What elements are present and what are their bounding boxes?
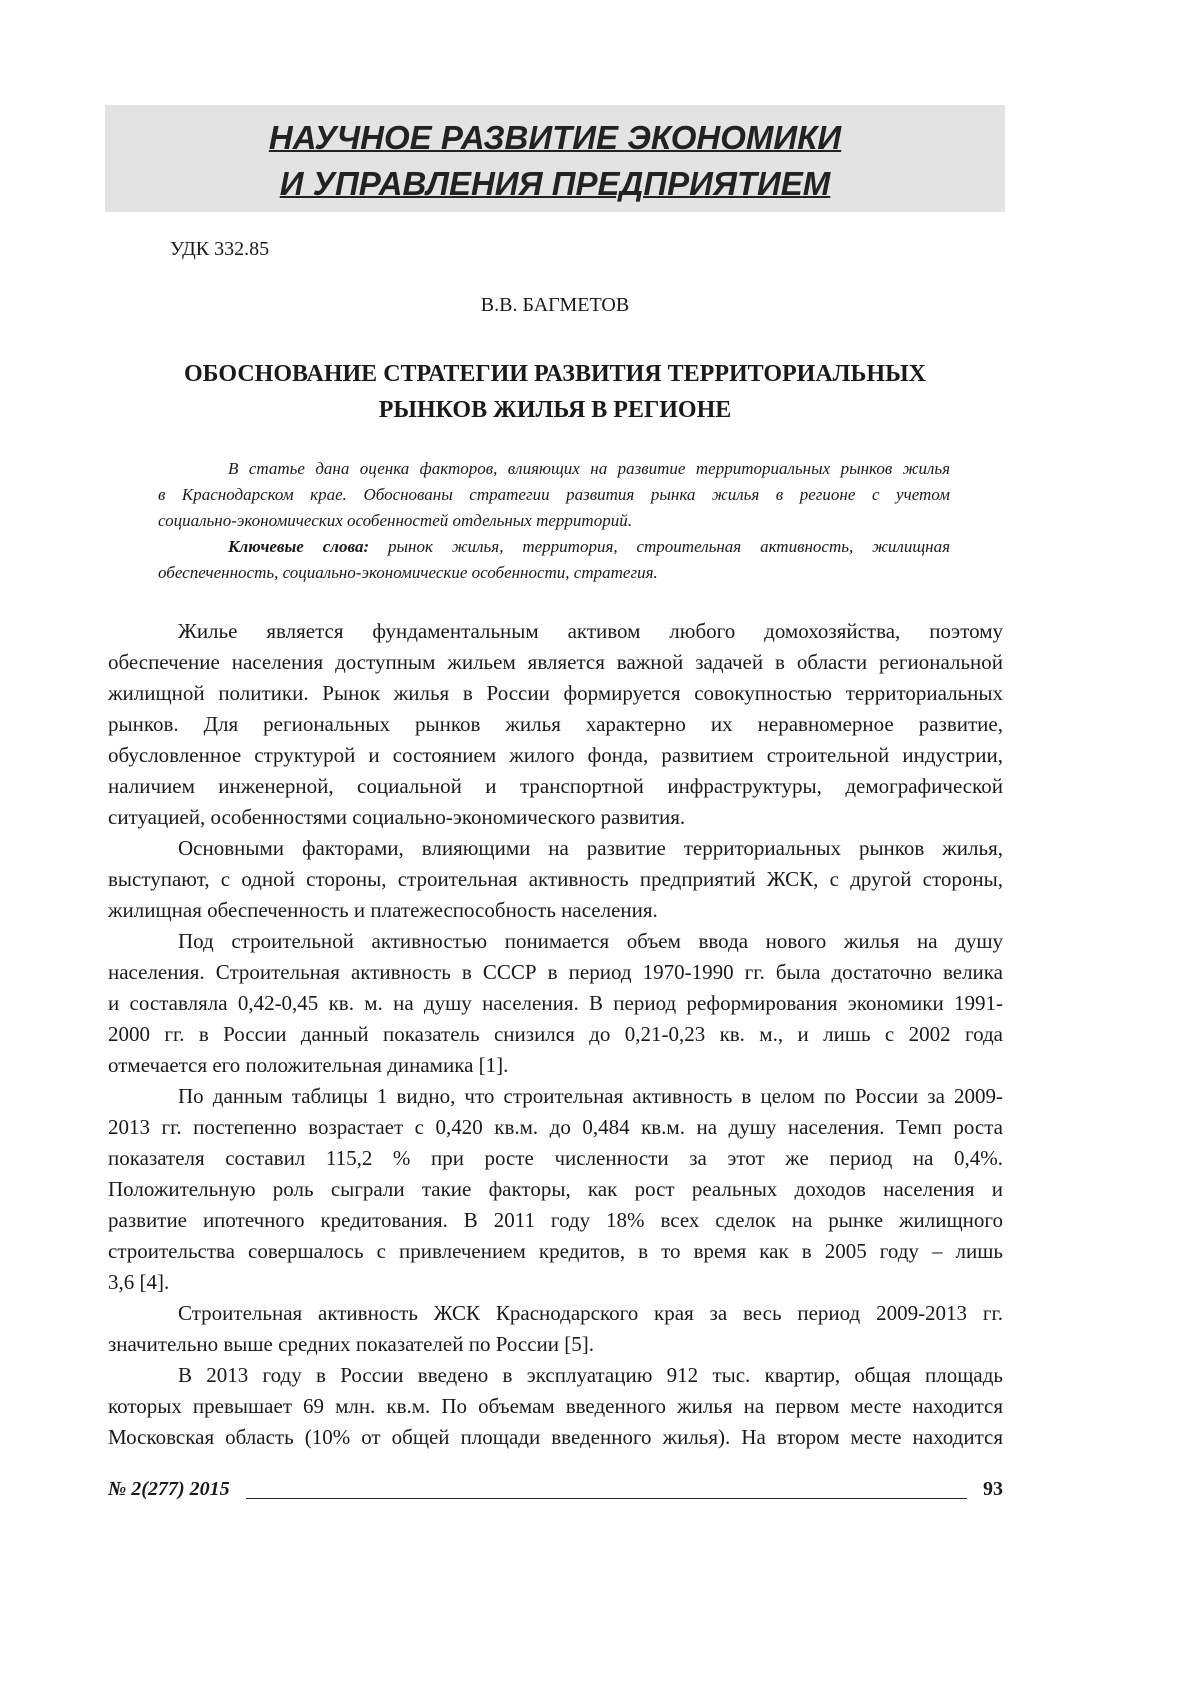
text-line: населения. Строительная активность в СССР в период 1970-1990 гг. была достаточно велика (108, 957, 1003, 988)
text-line: выступают, с одной стороны, строительная активность предприятий ЖСК, с другой стороны, (108, 864, 1003, 895)
text-line: показателя составил 115,2 % при росте численности за этот же период на 0,4%. (108, 1143, 1003, 1174)
text-line: 3,6 [4]. (108, 1267, 1003, 1298)
title-line: РЫНКОВ ЖИЛЬЯ В РЕГИОНЕ (105, 392, 1005, 428)
issue-number: № 2(277) 2015 (108, 1478, 230, 1501)
text-line: 2013 гг. постепенно возрастает с 0,420 кв.м. до 0,484 кв.м. на душу населения. Темп роста (108, 1112, 1003, 1143)
text-line: жилищная обеспеченность и платежеспособность населения. (108, 895, 1003, 926)
text-line: строительства совершалось с привлечением кредитов, в то время как в 2005 году – лишь (108, 1236, 1003, 1267)
text-line: жилищной политики. Рынок жилья в России формируется совокупностью территориальных (108, 678, 1003, 709)
text-line: развитие ипотечного кредитования. В 2011 году 18% всех сделок на рынке жилищного (108, 1205, 1003, 1236)
text-line: Основными факторами, влияющими на развитие территориальных рынков жилья, (108, 833, 1003, 864)
text-line: рынков. Для региональных рынков жилья характерно их неравномерное развитие, (108, 709, 1003, 740)
text-line: 2000 гг. в России данный показатель снизился до 0,21-0,23 кв. м., и лишь с 2002 года (108, 1019, 1003, 1050)
abstract-line: В статье дана оценка факторов, влияющих на развитие территориальных рынков жилья (158, 456, 950, 482)
text-line: В 2013 году в России введено в эксплуатацию 912 тыс. квартир, общая площадь (108, 1360, 1003, 1391)
title-line: ОБОСНОВАНИЕ СТРАТЕГИИ РАЗВИТИЯ ТЕРРИТОРИАЛЬНЫХ (105, 356, 1005, 392)
page-footer (108, 1478, 1003, 1504)
text-line: Московская область (10% от общей площади введенного жилья). На втором месте находится (108, 1422, 1003, 1453)
abstract-line: социально-экономических особенностей отдельных территорий. (158, 508, 950, 534)
text-line: Положительную роль сыграли такие факторы, как рост реальных доходов населения и (108, 1174, 1003, 1205)
text-line: значительно выше средних показателей по России [5]. (108, 1329, 1003, 1360)
text-line: ситуацией, особенностями социально-экономического развития. (108, 802, 1003, 833)
article-body (108, 616, 1003, 1453)
udk-code: УДК 332.85 (170, 238, 269, 261)
text-line: Жилье является фундаментальным активом любого домохозяйства, поэтому (108, 616, 1003, 647)
abstract (158, 456, 950, 586)
paragraph (108, 1298, 1003, 1360)
keywords-text: рынок жилья, территория, строительная активность, жилищная (388, 537, 950, 556)
article-title (105, 356, 1005, 428)
keywords-label: Ключевые слова: (228, 537, 369, 556)
section-title-line: И УПРАВЛЕНИЯ ПРЕДПРИЯТИЕМ (105, 165, 1005, 203)
abstract-line: в Краснодарском крае. Обоснованы стратегии развития рынка жилья в регионе с учетом (158, 482, 950, 508)
text-line: и составляла 0,42-0,45 кв. м. на душу населения. В период реформирования экономики 1991- (108, 988, 1003, 1019)
paragraph (108, 926, 1003, 1081)
author: В.В. БАГМЕТОВ (0, 294, 1110, 317)
page-number: 93 (983, 1478, 1003, 1501)
text-line: Под строительной активностью понимается объем ввода нового жилья на душу (108, 926, 1003, 957)
keywords-line: обеспеченность, социально-экономические особенности, стратегия. (158, 560, 950, 586)
keywords-line (158, 534, 950, 560)
text-line: обусловленное структурой и состоянием жилого фонда, развитием строительной индустрии, (108, 740, 1003, 771)
footer-rule (246, 1498, 967, 1499)
journal-section-banner (105, 105, 1005, 212)
text-line: которых превышает 69 млн. кв.м. По объемам введенного жилья на первом месте находится (108, 1391, 1003, 1422)
paragraph (108, 1360, 1003, 1453)
text-line: отмечается его положительная динамика [1]. (108, 1050, 1003, 1081)
paragraph (108, 616, 1003, 833)
text-line: По данным таблицы 1 видно, что строительная активность в целом по России за 2009- (108, 1081, 1003, 1112)
paragraph (108, 833, 1003, 926)
text-line: Строительная активность ЖСК Краснодарского края за весь период 2009-2013 гг. (108, 1298, 1003, 1329)
section-title-line: НАУЧНОЕ РАЗВИТИЕ ЭКОНОМИКИ (105, 119, 1005, 157)
text-line: обеспечение населения доступным жильем является важной задачей в области региональной (108, 647, 1003, 678)
paragraph (108, 1081, 1003, 1298)
text-line: наличием инженерной, социальной и транспортной инфраструктуры, демографической (108, 771, 1003, 802)
